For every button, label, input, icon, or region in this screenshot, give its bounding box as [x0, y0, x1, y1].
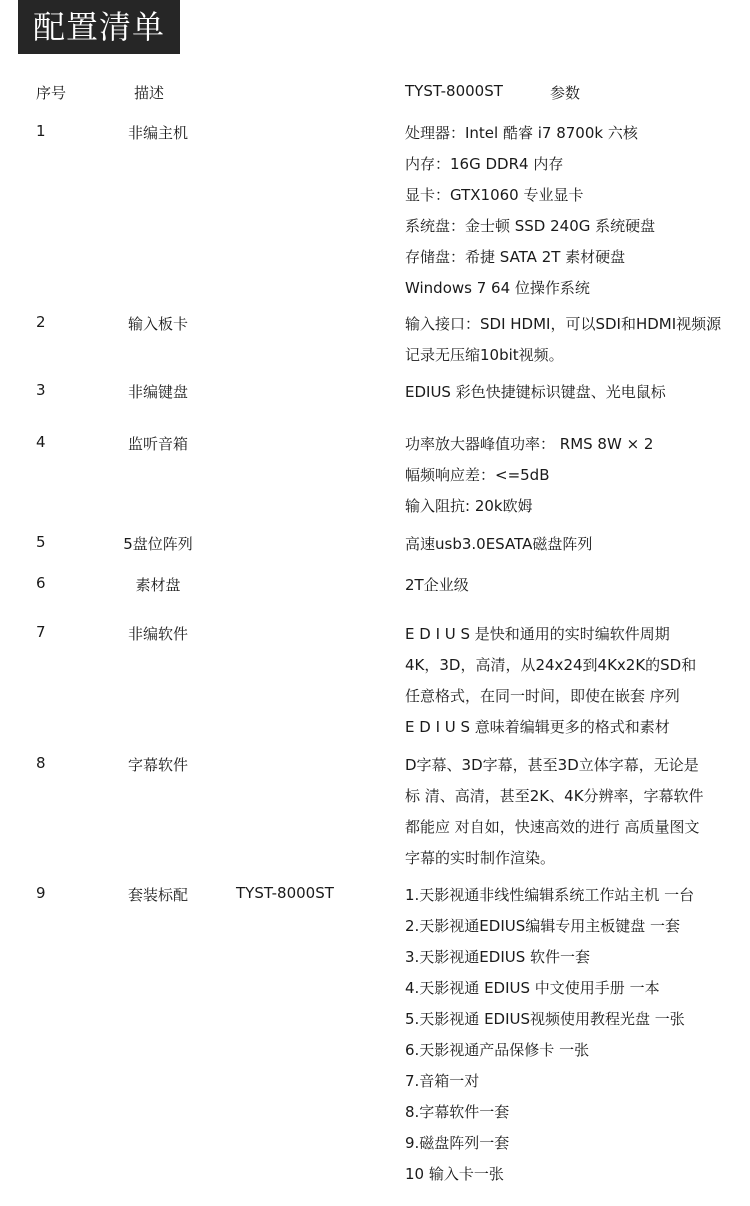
- param-line: 系统盘：金士顿 SSD 240G 系统硬盘: [405, 217, 656, 235]
- param-line: 标 清、高清，甚至2K、4K分辨率，字幕软件: [405, 787, 704, 805]
- row-no: 3: [36, 381, 46, 399]
- row-params: [405, 313, 743, 375]
- param-line: 9.磁盘阵列一套: [405, 1134, 510, 1152]
- param-line: 任意格式，在同一时间，即使在嵌套 序列: [405, 687, 680, 705]
- row-desc: 非编软件: [127, 625, 188, 643]
- param-line: 输入阻抗: 20k欧姆: [405, 497, 533, 515]
- param-line: 2T企业级: [405, 576, 469, 594]
- param-line: 4.天影视通 EDIUS 中文使用手册 一本: [405, 979, 660, 997]
- row-no: 9: [36, 884, 46, 902]
- param-line: 高速usb3.0ESATA磁盘阵列: [405, 535, 593, 553]
- row-params: [405, 433, 743, 526]
- row-params: [405, 623, 743, 747]
- param-line: 1.天影视通非线性编辑系统工作站主机 一台: [405, 886, 695, 904]
- param-line: 6.天影视通产品保修卡 一张: [405, 1041, 590, 1059]
- header-param: 参数: [550, 84, 581, 102]
- param-line: 存储盘：希捷 SATA 2T 素材硬盘: [405, 248, 626, 266]
- row-params: [405, 381, 743, 412]
- param-line: 内存：16G DDR4 内存: [405, 155, 564, 173]
- param-line: 7.音箱一对: [405, 1072, 480, 1090]
- param-line: 4K，3D，高清，从24x24到4Kx2K的SD和: [405, 656, 697, 674]
- row-params: [405, 884, 743, 1194]
- header-desc: 描述: [134, 84, 165, 102]
- param-line: 处理器：Intel 酷睿 i7 8700k 六核: [405, 124, 638, 142]
- param-line: 功率放大器峰值功率： RMS 8W × 2: [405, 435, 654, 453]
- row-params: [405, 754, 743, 878]
- param-line: E D I U S 意味着编辑更多的格式和素材: [405, 718, 670, 736]
- row-params: [405, 122, 743, 308]
- row-params: [405, 574, 743, 605]
- param-line: 都能应 对自如，快速高效的进行 高质量图文: [405, 818, 700, 836]
- page-title: 配置清单: [18, 0, 180, 54]
- param-line: 显卡：GTX1060 专业显卡: [405, 186, 584, 204]
- row-desc: 监听音箱: [127, 435, 188, 453]
- row-no: 8: [36, 754, 46, 772]
- row-desc: 5盘位阵列: [123, 535, 193, 553]
- param-line: 记录无压缩10bit视频。: [405, 346, 564, 364]
- row-desc: 非编主机: [127, 124, 188, 142]
- param-line: E D I U S 是快和通用的实时编软件周期: [405, 625, 670, 643]
- param-line: 字幕的实时制作渲染。: [405, 849, 556, 867]
- param-line: 输入接口：SDI HDMI，可以SDI和HDMI视频源: [405, 315, 722, 333]
- param-line: 幅频响应差：<=5dB: [405, 466, 550, 484]
- row-desc: 非编键盘: [127, 383, 188, 401]
- param-line: 8.字幕软件一套: [405, 1103, 510, 1121]
- param-line: 2.天影视通EDIUS编辑专用主板键盘 一套: [405, 917, 681, 935]
- row-desc: 素材盘: [135, 576, 181, 594]
- row-no: 4: [36, 433, 46, 451]
- row-model: TYST-8000ST: [236, 884, 334, 902]
- row-no: 7: [36, 623, 46, 641]
- param-line: Windows 7 64 位操作系统: [405, 279, 590, 297]
- param-line: EDIUS 彩色快捷键标识键盘、光电鼠标: [405, 383, 666, 401]
- param-line: D字幕、3D字幕，甚至3D立体字幕，无论是: [405, 756, 699, 774]
- header-model: TYST-8000ST: [405, 82, 503, 100]
- row-no: 1: [36, 122, 46, 140]
- row-no: 2: [36, 313, 46, 331]
- row-desc: 字幕软件: [127, 756, 188, 774]
- row-params: [405, 533, 743, 564]
- row-desc: 套装标配: [127, 886, 188, 904]
- param-line: 10 输入卡一张: [405, 1165, 504, 1183]
- row-desc: 输入板卡: [127, 315, 188, 333]
- param-line: 3.天影视通EDIUS 软件一套: [405, 948, 591, 966]
- param-line: 5.天影视通 EDIUS视频使用教程光盘 一张: [405, 1010, 685, 1028]
- row-no: 5: [36, 533, 46, 551]
- row-no: 6: [36, 574, 46, 592]
- header-no: 序号: [36, 84, 67, 102]
